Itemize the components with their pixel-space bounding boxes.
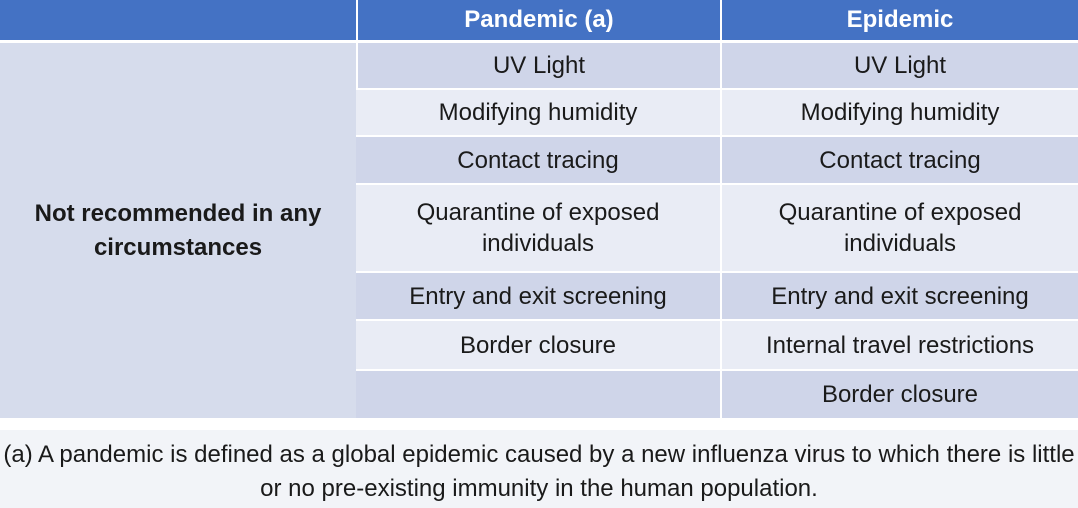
cell-epidemic: UV Light — [720, 43, 1078, 90]
row-label-not-recommended: Not recommended in any circumstances — [0, 43, 356, 420]
cell-epidemic: Quarantine of exposed individuals — [720, 185, 1078, 273]
header-blank-cell — [0, 0, 356, 43]
cell-epidemic: Modifying humidity — [720, 90, 1078, 137]
cell-pandemic: Entry and exit screening — [356, 273, 720, 321]
table-footnote: (a) A pandemic is defined as a global epidemic caused by a new influenza virus to which there is little or no pre-existing immunity in the human population. — [0, 430, 1078, 508]
cell-epidemic: Entry and exit screening — [720, 273, 1078, 321]
header-epidemic: Epidemic — [720, 0, 1078, 43]
table-row — [0, 43, 1078, 90]
header-pandemic: Pandemic (a) — [356, 0, 720, 43]
cell-pandemic: Modifying humidity — [356, 90, 720, 137]
cell-pandemic: UV Light — [356, 43, 720, 90]
cell-pandemic: Border closure — [356, 321, 720, 371]
cell-epidemic: Border closure — [720, 371, 1078, 420]
table-header-row — [0, 0, 1078, 43]
cell-pandemic: Contact tracing — [356, 137, 720, 185]
cell-epidemic: Internal travel restrictions — [720, 321, 1078, 371]
cell-epidemic: Contact tracing — [720, 137, 1078, 185]
cell-pandemic — [356, 371, 720, 420]
cell-pandemic: Quarantine of exposed individuals — [356, 185, 720, 273]
